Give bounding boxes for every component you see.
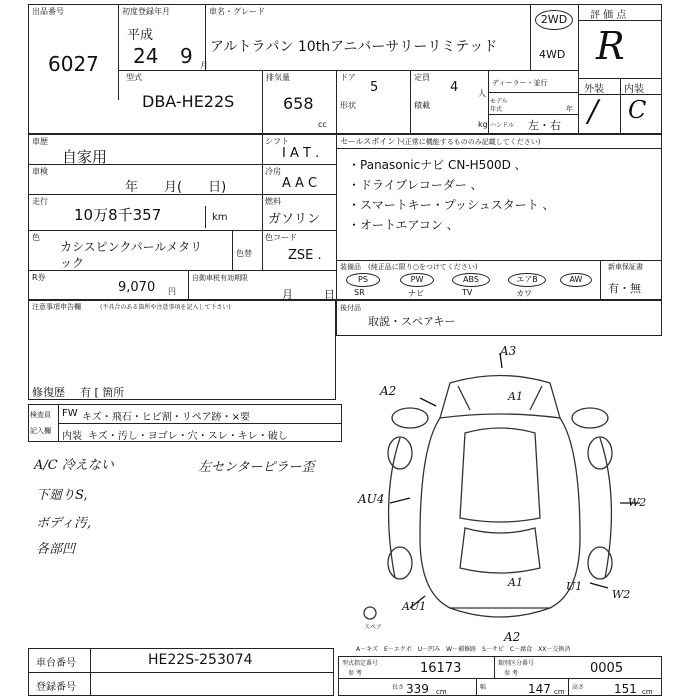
displacement-label: 排気量 — [266, 73, 290, 82]
damage-mark: A1 — [508, 576, 523, 589]
mileage-label: 走行 — [32, 197, 48, 206]
exterior-label: 外装 — [584, 84, 604, 95]
lot-label: 出品番号 — [32, 7, 64, 16]
damage-mark: U1 — [566, 580, 583, 593]
handwritten-note: 各部凹 — [36, 542, 76, 557]
equip-kawa: カワ — [516, 289, 532, 298]
fuel-value: ガソリン — [268, 212, 321, 227]
notes-frame — [28, 300, 336, 400]
sales-point-item: ・スマートキー・プッシュスタート 、 — [348, 198, 555, 212]
model-year-label-2: 年式 — [490, 106, 503, 113]
category-number-value: 0005 — [590, 661, 624, 676]
inspector-interior-label: 内装 — [62, 431, 82, 442]
sales-points-note: (正常に機能するもののみ記載してください) — [402, 138, 541, 146]
divider — [262, 70, 263, 134]
mileage-value: 10万8千357 — [74, 206, 162, 224]
width-label: 幅 — [480, 684, 487, 691]
divider — [205, 4, 206, 70]
divider — [205, 206, 206, 228]
divider — [336, 70, 337, 134]
recycle-value: 9,070 — [118, 280, 156, 295]
load-unit: kg — [478, 120, 488, 129]
repair-value: 有 [ 箇所 — [80, 386, 125, 399]
damage-mark: W2 — [628, 496, 647, 509]
auto-tax-day: 日 — [324, 288, 335, 301]
divider — [494, 656, 495, 678]
color-change-label: 色替 — [236, 249, 252, 258]
sales-points-label: セールスポイント — [340, 137, 404, 146]
inspector-label-1: 検査員 — [30, 411, 51, 419]
doors-value: 5 — [370, 80, 379, 95]
divider — [188, 270, 189, 300]
damage-mark: A3 — [500, 344, 517, 358]
color-code-label: 色コード — [265, 233, 297, 242]
model-label: 型式 — [126, 73, 142, 82]
load-label: 積載 — [414, 101, 430, 110]
chassis-value: HE22S-253074 — [148, 652, 253, 668]
handwritten-note: A/C 冷えない — [34, 458, 114, 473]
grade-label: 評 価 点 — [590, 10, 627, 21]
inspector-fw-text: キズ・飛石・ヒビ割・リペア跡・×要 — [82, 412, 250, 423]
equip-tv: TV — [462, 288, 473, 297]
divider — [28, 270, 336, 271]
exterior-value: / — [588, 94, 599, 129]
equip-ps: PS — [346, 273, 380, 287]
damage-mark: AU4 — [358, 492, 385, 506]
divider — [530, 4, 531, 70]
length-unit: cm — [436, 688, 447, 696]
inspector-interior-text: キズ・汚し・ヨゴレ・穴・スレ・キレ・破し — [88, 431, 288, 442]
width-unit: cm — [554, 688, 565, 696]
damage-mark: AU1 — [402, 600, 427, 613]
cooling-value: A A C — [282, 176, 318, 191]
grade-value: R — [596, 24, 625, 68]
color-label: 色 — [32, 233, 40, 242]
lot-number: 6027 — [48, 52, 99, 76]
damage-mark: A2 — [380, 384, 397, 398]
warranty-value: 有・無 — [608, 282, 641, 295]
divider — [118, 4, 119, 100]
inspection-label: 車検 — [32, 167, 48, 176]
divider — [488, 114, 578, 115]
body-shape-label: 形状 — [340, 101, 356, 110]
interior-label: 内装 — [624, 84, 644, 95]
dealer-label: ディーラー・並行 — [492, 79, 548, 87]
divider — [410, 70, 411, 134]
sales-point-item: ・ドライブレコーダー 、 — [348, 178, 483, 192]
inspector-label-2: 記入欄 — [30, 427, 51, 435]
damage-mark: A1 — [508, 390, 523, 403]
divider — [568, 678, 569, 696]
divider — [28, 672, 334, 673]
divider — [620, 78, 621, 134]
height-value: 151 — [614, 682, 637, 696]
chassis-label: 車台番号 — [36, 658, 76, 669]
capacity-label: 定員 — [414, 73, 430, 82]
color-code-value: ZSE . — [288, 248, 322, 263]
equipment-label: 装備品 — [340, 263, 361, 271]
doors-label: ドア — [340, 73, 356, 82]
equip-airbag: エアB — [508, 273, 546, 287]
equip-aw: AW — [560, 273, 592, 287]
auto-tax-label: 自動車税有効期限 — [192, 274, 248, 282]
equip-navi: ナビ — [408, 289, 424, 298]
length-value: 339 — [406, 682, 429, 696]
divider — [336, 134, 337, 300]
accessories-value: 取説・スペアキー — [368, 315, 456, 328]
recycle-label: R券 — [32, 273, 46, 282]
damage-mark: A2 — [504, 630, 521, 644]
repair-label: 修復歴 — [32, 386, 65, 399]
registration-label: 登録番号 — [36, 682, 76, 693]
height-unit: cm — [642, 688, 653, 696]
shift-label: シフト — [265, 137, 289, 146]
equip-abs: ABS — [452, 273, 490, 287]
displacement-value: 658 — [283, 94, 314, 113]
divider — [488, 92, 578, 93]
category-label: 車歴 — [32, 137, 48, 146]
capacity-value: 4 — [450, 80, 459, 95]
handwritten-note: ボディ汚, — [36, 516, 92, 531]
divider — [58, 423, 342, 424]
handwritten-note: 左センターピラー歪 — [198, 460, 315, 475]
model-year-unit: 年 — [566, 105, 573, 113]
divider — [262, 134, 263, 270]
handwritten-note: 下廻りS, — [36, 488, 88, 503]
auto-tax-month: 月 — [282, 288, 293, 301]
model-designation-label: 型式指定番号 — [342, 660, 379, 667]
divider — [488, 70, 489, 134]
color-value-2: ック — [60, 256, 85, 270]
damage-legend: A－キズ E－エクボ U－凹み W－補修跡 S－サビ C－腐食 XX－交換済 — [356, 646, 571, 653]
cooling-label: 冷房 — [265, 167, 281, 176]
model-designation-sub: 参 考 — [348, 670, 362, 677]
car-name-label: 車名・グレード — [209, 7, 265, 16]
divider — [118, 70, 578, 71]
length-label: 長さ — [392, 684, 405, 691]
divider — [28, 164, 336, 165]
displacement-unit: cc — [318, 120, 327, 129]
divider — [28, 194, 336, 195]
model-designation-value: 16173 — [420, 661, 462, 676]
divider — [232, 230, 233, 270]
sales-point-item: ・オートエアコン 、 — [348, 218, 459, 232]
capacity-unit: 人 — [478, 89, 486, 98]
model-year-label-1: モデル — [490, 98, 508, 105]
category-number-sub: 参 考 — [504, 670, 518, 677]
equipment-note: (純正品に限り○をつけてください) — [368, 263, 478, 271]
equip-pw: PW — [400, 273, 434, 287]
damage-mark: W2 — [612, 588, 631, 601]
inspection-value: 年 月( 日) — [125, 180, 227, 195]
recycle-unit: 円 — [168, 287, 176, 296]
equip-sr: SR — [354, 288, 365, 297]
divider — [336, 260, 662, 261]
category-value: 自家用 — [62, 148, 108, 166]
divider — [338, 678, 662, 679]
divider — [336, 148, 662, 149]
inspector-fw-label: FW — [62, 408, 78, 419]
interior-value: C — [628, 96, 647, 124]
car-name-value: アルトラパン 10thアニバーサリーリミテッド — [210, 39, 498, 55]
first-reg-year: 24 — [133, 44, 159, 68]
divider — [476, 678, 477, 696]
sales-point-item: ・Panasonicナビ CN-H500D 、 — [348, 158, 527, 172]
accessories-label: 後付品 — [340, 304, 361, 312]
category-number-label: 類別区分番号 — [498, 660, 535, 667]
first-reg-label: 初度登録年月 — [122, 7, 170, 16]
steering-value: 左・右 — [528, 119, 561, 132]
notes-note: (不具合のある箇所や注意事項を記入して下さい) — [100, 304, 231, 311]
divider — [28, 230, 336, 231]
divider — [600, 260, 601, 300]
drive-4wd-option: 4WD — [539, 48, 566, 61]
divider — [578, 4, 579, 134]
mileage-unit: km — [212, 212, 228, 223]
steering-label: ハンドル — [490, 122, 515, 129]
fuel-label: 燃料 — [265, 197, 281, 206]
first-reg-month-unit: 月 — [200, 61, 208, 70]
color-value-1: カシスピンクパールメタリ — [60, 240, 203, 254]
drive-2wd-option: 2WD — [535, 10, 573, 30]
spare-label: スペア — [364, 624, 383, 631]
divider — [578, 20, 662, 21]
width-value: 147 — [528, 682, 551, 696]
first-reg-month: 9 — [180, 44, 193, 68]
warranty-label: 新車保証書 — [608, 263, 643, 271]
shift-value: I A T . — [282, 146, 320, 161]
height-label: 高さ — [572, 684, 585, 691]
notes-label: 注意事項申告欄 — [32, 303, 81, 311]
model-value: DBA-HE22S — [142, 92, 235, 111]
first-reg-era: 平成 — [127, 28, 154, 43]
